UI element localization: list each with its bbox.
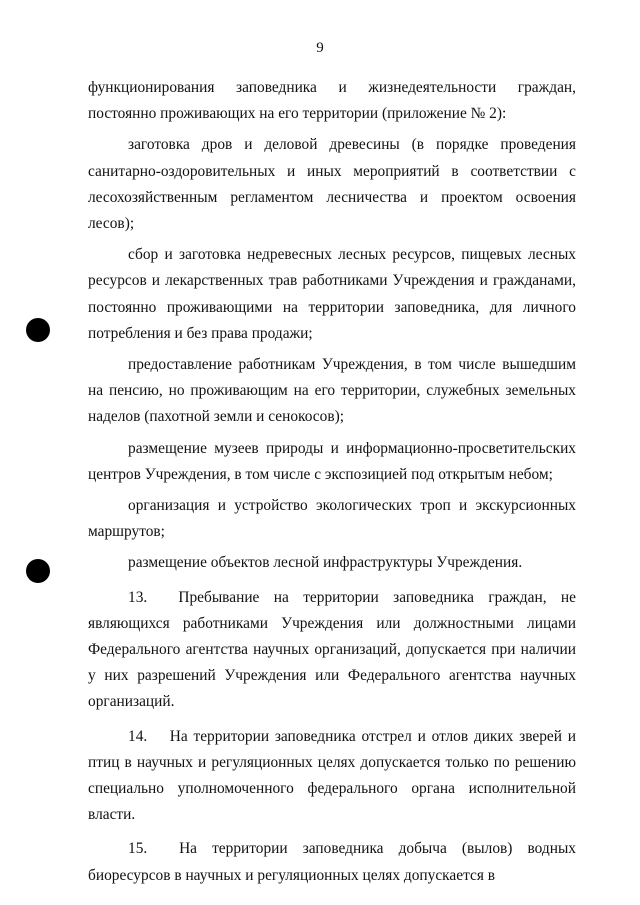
numbered-clause — [88, 836, 576, 888]
paragraph — [88, 75, 576, 127]
list-item — [88, 242, 576, 347]
list-item-text: заготовка дров и деловой древесины (в порядке проведения санитарно-оздоровительных и иных мероприятий в соответствии с лесохозяйственным регламентом лесничества и проектом освоения лесов); — [88, 136, 576, 233]
list-item — [88, 352, 576, 431]
list-item-text: размещение музеев природы и информационно-просветительских центров Учреждения, в том числе с экспозицией под открытым небом; — [88, 439, 576, 483]
list-item — [88, 493, 576, 545]
paragraph-text: функционирования заповедника и жизнедеятельности граждан, постоянно проживающих на его территории (приложение № 2): — [88, 79, 576, 123]
clause-number: 14. — [128, 727, 148, 745]
clause-number: 15. — [128, 840, 148, 858]
document-body — [88, 75, 576, 889]
clause-number: 13. — [128, 588, 148, 606]
list-item-text: предоставление работникам Учреждения, в том числе вышедшим на пенсию, но проживающим на его территории, служебных земельных наделов (пахотной земли и сенокосов); — [88, 356, 576, 426]
clause-text: На территории заповедника добыча (вылов) водных биоресурсов в научных и регуляционных целях допускается в — [88, 840, 576, 884]
clause-text: На территории заповедника отстрел и отлов диких зверей и птиц в научных и регуляционных целях допускается только по решению специально уполномоченного федерального органа исполнительной власти. — [88, 727, 576, 824]
list-item — [88, 436, 576, 488]
list-item-text: организация и устройство экологических троп и экскурсионных маршрутов; — [88, 497, 576, 541]
clause-text: Пребывание на территории заповедника граждан, не являющихся работниками Учреждения или должностными лицами Федерального агентства научных организаций, допускается при наличии у них разрешений Учреждения или Федерального агентства научных организаций. — [88, 588, 576, 711]
numbered-clause — [88, 724, 576, 829]
list-item — [88, 550, 576, 576]
punch-hole-mark — [26, 318, 50, 342]
page-number: 9 — [316, 40, 324, 56]
numbered-clause — [88, 585, 576, 716]
list-item — [88, 132, 576, 237]
list-item-text: сбор и заготовка недревесных лесных ресурсов, пищевых лесных ресурсов и лекарственных трав работниками Учреждения и гражданами, постоянно проживающими на территории заповедника, для личного потребления и без права продажи; — [88, 246, 576, 342]
list-item-text: размещение объектов лесной инфраструктуры Учреждения. — [128, 554, 523, 572]
punch-hole-mark — [26, 559, 50, 583]
